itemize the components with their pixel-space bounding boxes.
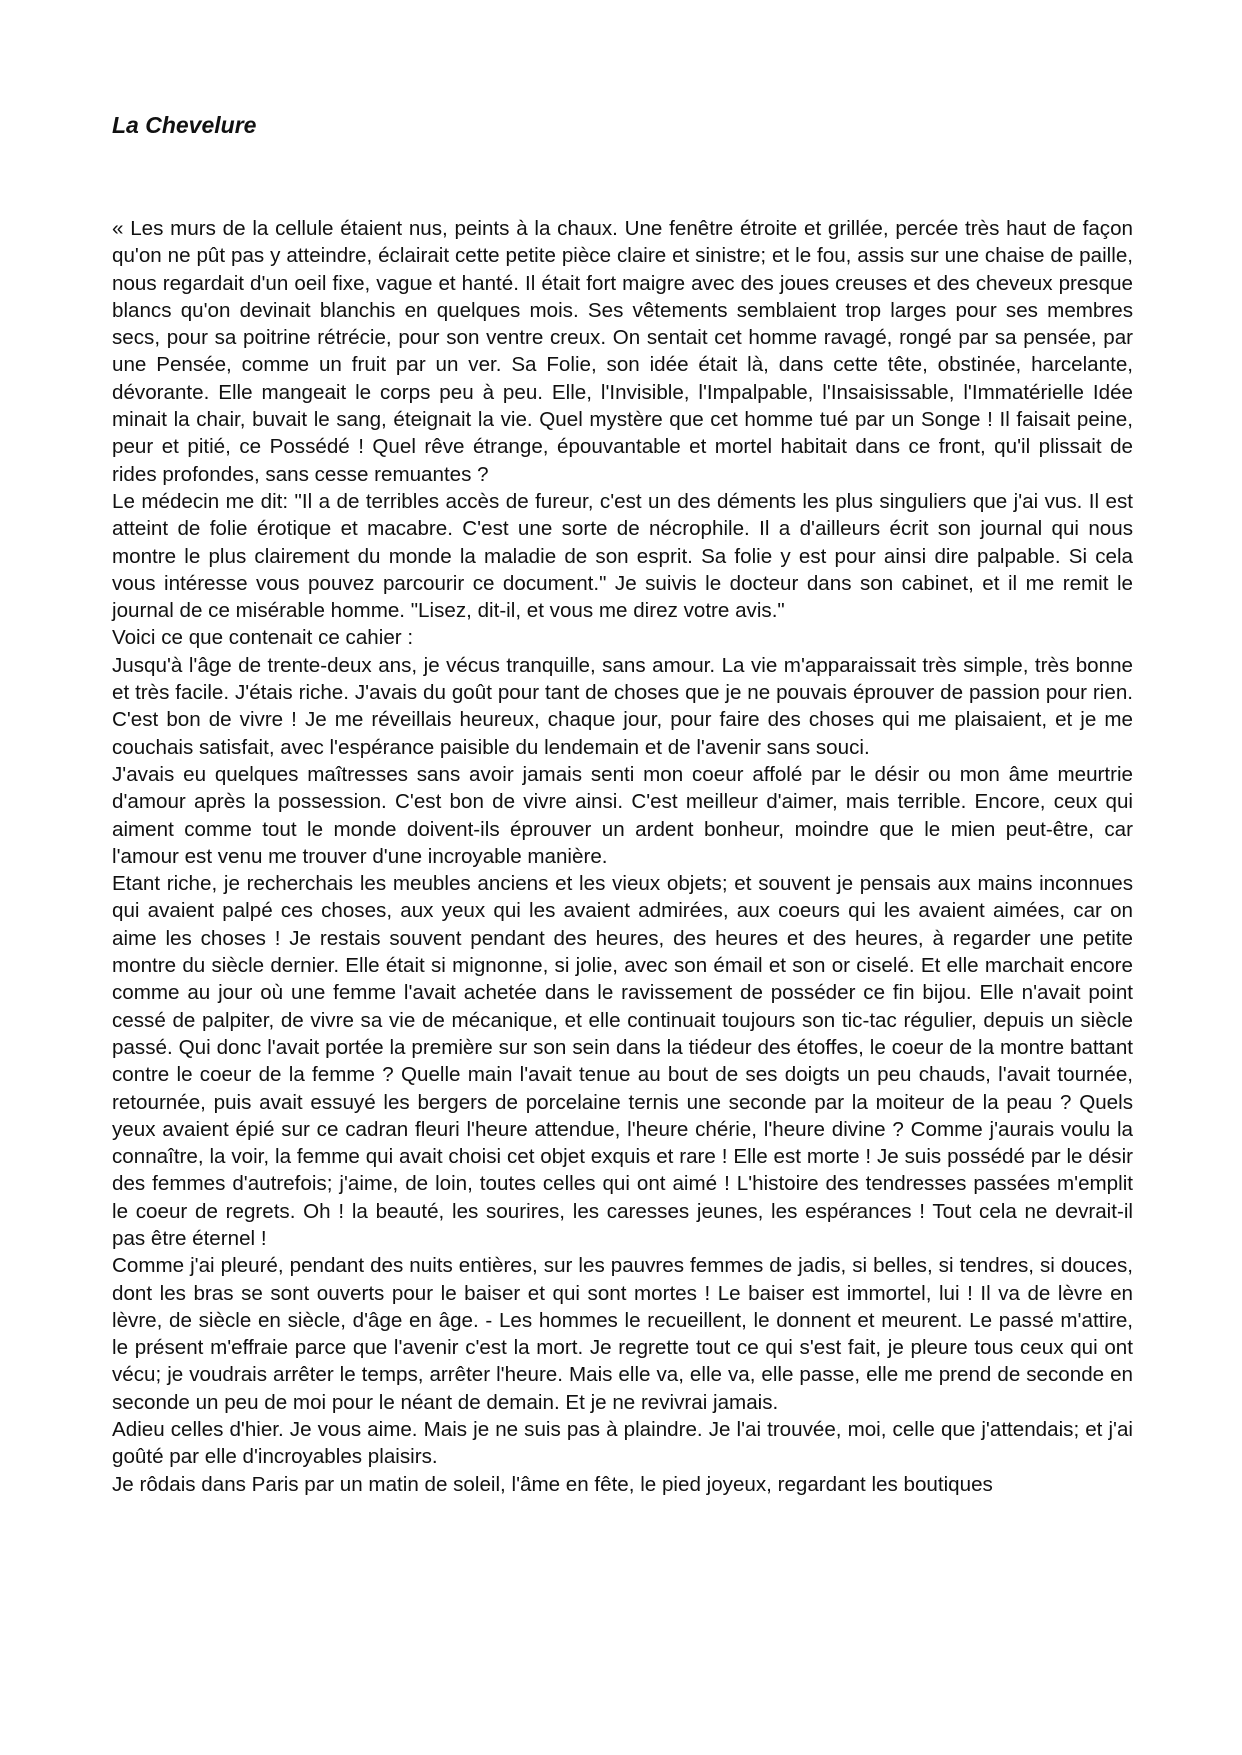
paragraph: Voici ce que contenait ce cahier : — [112, 626, 414, 650]
document-title: La Chevelure — [112, 112, 257, 138]
paragraph: Comme j'ai pleuré, pendant des nuits entières, sur les pauvres femmes de jadis, si belles, si tendres, si douces, dont les bras se sont ouverts pour le baiser et qui sont mortes ! Le baiser est immortel, lui ! Il va de lèvre en lèvre, de siècle en siècle, d'âge en âge. - Les hommes le recueillent, le donnent et meurent. Le passé m'attire, le présent m'effraie parce que l'avenir c'est la mort. Je regrette tout ce qui s'est fait, je pleure tous ceux qui ont vécu; je voudrais arrêter le temps, arrêter l'heure. Mais elle va, elle va, elle passe, elle me prend de seconde en seconde un peu de moi pour le néant de demain. Et je ne revivrai jamais. — [112, 1254, 1133, 1414]
paragraph: Le médecin me dit: "Il a de terribles accès de fureur, c'est un des déments les plus singuliers que j'ai vus. Il est atteint de folie érotique et macabre. C'est une sorte de nécrophile. Il a d'ailleurs écrit son journal qui nous montre le plus clairement du monde la maladie de son esprit. Sa folie y est pour ainsi dire palpable. Si cela vous intéresse vous pouvez parcourir ce document." Je suivis le docteur dans son cabinet, et il me remit le journal de ce misérable homme. "Lisez, dit-il, et vous me direz votre avis." — [112, 489, 1133, 623]
document-body — [112, 215, 1133, 1498]
paragraph: « Les murs de la cellule étaient nus, peints à la chaux. Une fenêtre étroite et grillée, percée très haut de façon qu'on ne pût pas y atteindre, éclairait cette petite pièce claire et sinistre; et le fou, assis sur une chaise de paille, nous regardait d'un oeil fixe, vague et hanté. Il était fort maigre avec des joues creuses et des cheveux presque blancs qu'on devinait blanchis en quelques mois. Ses vêtements semblaient trop larges pour ses membres secs, pour sa poitrine rétrécie, pour son ventre creux. On sentait cet homme ravagé, rongé par sa pensée, par une Pensée, comme un fruit par un ver. Sa Folie, son idée était là, dans cette tête, obstinée, harcelante, dévorante. Elle mangeait le corps peu à peu. Elle, l'Invisible, l'Impalpable, l'Insaisissable, l'Immatérielle Idée minait la chair, buvait le sang, éteignait la vie. Quel mystère que cet homme tué par un Songe ! Il faisait peine, peur et pitié, ce Possédé ! Quel rêve étrange, épouvantable et mortel habitait dans ce front, qu'il plissait de rides profondes, sans cesse remuantes ? — [112, 217, 1133, 486]
paragraph: Etant riche, je recherchais les meubles anciens et les vieux objets; et souvent je pensais aux mains inconnues qui avaient palpé ces choses, aux yeux qui les avaient admirées, aux coeurs qui les avaient aimées, car on aime les choses ! Je restais souvent pendant des heures, des heures et des heures, à regarder une petite montre du siècle dernier. Elle était si mignonne, si jolie, avec son émail et son or ciselé. Et elle marchait encore comme au jour où une femme l'avait achetée dans le ravissement de posséder ce fin bijou. Elle n'avait point cessé de palpiter, de vivre sa vie de mécanique, et elle continuait toujours son tic-tac régulier, depuis un siècle passé. Qui donc l'avait portée la première sur son sein dans la tiédeur des étoffes, le coeur de la montre battant contre le coeur de la femme ? Quelle main l'avait tenue au bout de ses doigts un peu chauds, l'avait tournée, retournée, puis avait essuyé les bergers de porcelaine ternis une seconde par la moiteur de la peau ? Quels yeux avaient épié sur ce cadran fleuri l'heure attendue, l'heure chérie, l'heure divine ? Comme j'aurais voulu la connaître, la voir, la femme qui avait choisi cet objet exquis et rare ! Elle est morte ! Je suis possédé par le désir des femmes d'autrefois; j'aime, de loin, toutes celles qui ont aimé ! L'histoire des tendresses passées m'emplit le coeur de regrets. Oh ! la beauté, les sourires, les caresses jeunes, les espérances ! Tout cela ne devrait-il pas être éternel ! — [112, 872, 1133, 1250]
paragraph: J'avais eu quelques maîtresses sans avoir jamais senti mon coeur affolé par le désir ou mon âme meurtrie d'amour après la possession. C'est bon de vivre ainsi. C'est meilleur d'aimer, mais terrible. Encore, ceux qui aiment comme tout le monde doivent-ils éprouver un ardent bonheur, moindre que le mien peut-être, car l'amour est venu me trouver d'une incroyable manière. — [112, 762, 1133, 868]
paragraph: Je rôdais dans Paris par un matin de soleil, l'âme en fête, le pied joyeux, regardant les boutiques — [112, 1472, 993, 1496]
paragraph: Jusqu'à l'âge de trente-deux ans, je vécus tranquille, sans amour. La vie m'apparaissait très simple, très bonne et très facile. J'étais riche. J'avais du goût pour tant de choses que je ne pouvais éprouver de passion pour rien. C'est bon de vivre ! Je me réveillais heureux, chaque jour, pour faire des choses qui me plaisaient, et je me couchais satisfait, avec l'espérance paisible du lendemain et de l'avenir sans souci. — [112, 653, 1133, 759]
paragraph: Adieu celles d'hier. Je vous aime. Mais je ne suis pas à plaindre. Je l'ai trouvée, moi, celle que j'attendais; et j'ai goûté par elle d'incroyables plaisirs. — [112, 1418, 1133, 1469]
